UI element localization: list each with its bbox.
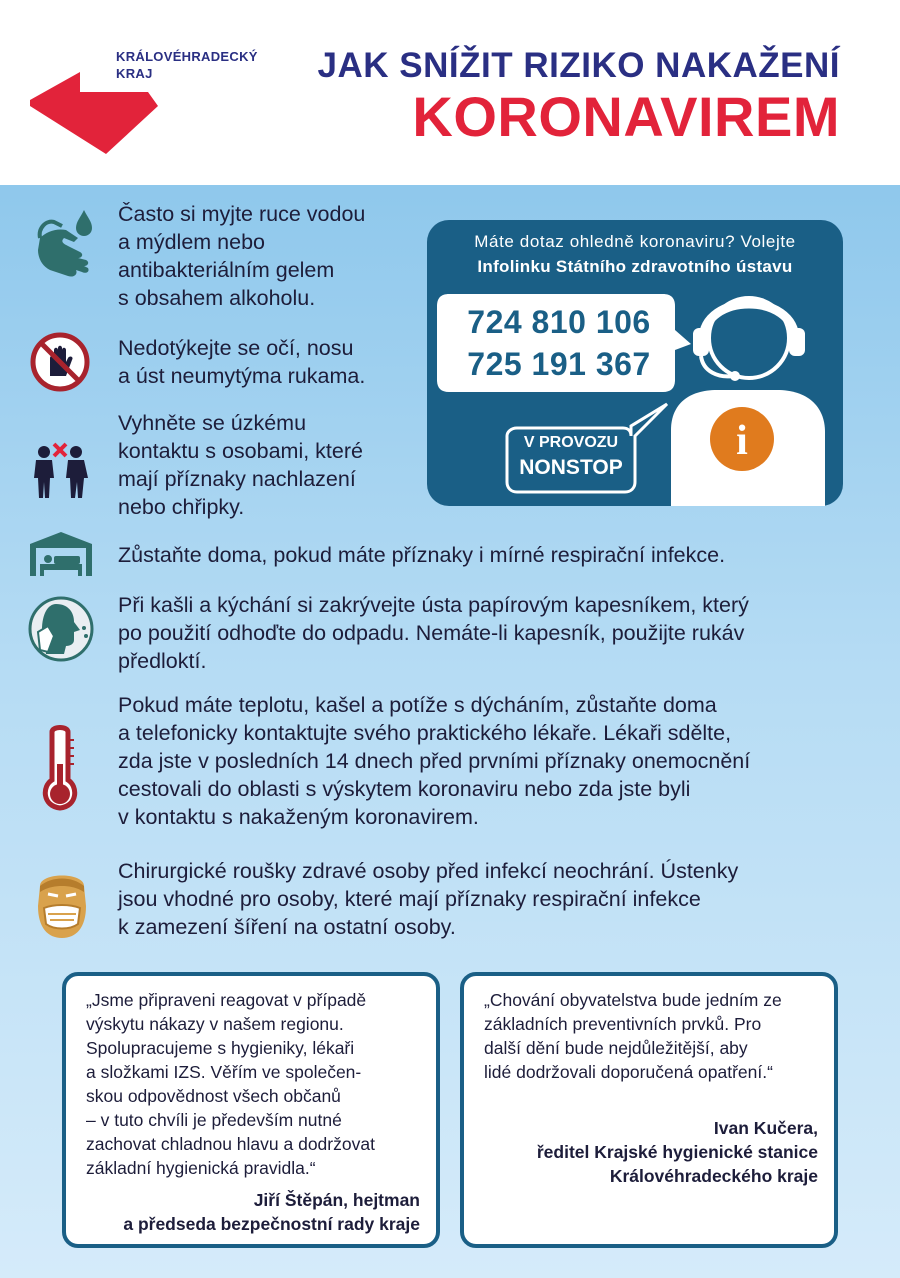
- signature-line: Královéhradeckého kraje: [609, 1166, 818, 1186]
- cough-icon: [28, 596, 94, 662]
- tip-line: Zůstaňte doma, pokud máte příznaky i mírné respirační infekce.: [118, 543, 726, 567]
- quote-text: [484, 988, 782, 1084]
- tip-line: po použití odhoďte do odpadu. Nemáte-li kapesník, použijte rukáv: [118, 621, 745, 645]
- quote-line: Spolupracujeme s hygieniky, lékaři: [86, 1038, 355, 1058]
- tip-line: Chirurgické roušky zdravé osoby před infekcí neochrání. Ústenky: [118, 859, 739, 883]
- quote-line: lidé dodržovali doporučená opatření.“: [484, 1062, 773, 1082]
- logo-line2: KRAJ: [116, 66, 153, 81]
- signature-line: Jiří Štěpán, hejtman: [253, 1190, 420, 1210]
- info-glyph: i: [736, 418, 748, 464]
- tip-fever: [118, 691, 750, 831]
- tip-line: k zamezení šíření na ostatní osoby.: [118, 915, 456, 939]
- headline-emphasis: KORONAVIREM: [412, 85, 840, 148]
- tip-line: Při kašli a kýchání si zakrývejte ústa papírovým kapesníkem, který: [118, 593, 749, 617]
- phone-number-2[interactable]: 725 191 367: [467, 346, 651, 382]
- quote-line: a složkami IZS. Věřím ve společen-: [86, 1062, 362, 1082]
- avoid-contact-icon: [30, 442, 92, 500]
- face-mask-icon: [32, 866, 92, 940]
- tip-line: Pokud máte teplotu, kašel a potíže s dýcháním, zůstaňte doma: [118, 693, 717, 717]
- tip-line: jsou vhodné pro osoby, které mají příznaky respirační infekce: [118, 887, 701, 911]
- quote-hygiene-director: [460, 972, 838, 1248]
- quote-line: „Chování obyvatelstva bude jedním ze: [484, 990, 782, 1010]
- tip-line: v kontaktu s nakaženým koronavirem.: [118, 805, 479, 829]
- tip-line: a úst neumytýma rukama.: [118, 364, 366, 388]
- tip-line: mají příznaky nachlazení: [118, 467, 356, 491]
- infoline-box: [427, 220, 843, 506]
- stay-home-icon: [28, 530, 94, 578]
- quote-text: [86, 988, 375, 1180]
- tip-avoid-contact: [118, 409, 363, 521]
- tip-stay-home: [118, 541, 725, 569]
- tip-line: kontaktu s osobami, které: [118, 439, 363, 463]
- hours-value: NONSTOP: [519, 456, 623, 479]
- signature-line: a předseda bezpečnostní rady kraje: [123, 1214, 420, 1234]
- quote-line: základní hygienická pravidla.“: [86, 1158, 316, 1178]
- phone-number-1[interactable]: 724 810 106: [467, 304, 651, 340]
- tip-line: zda jste v posledních 14 dnech před prvními příznaky onemocnění: [118, 749, 751, 773]
- tip-cough: [118, 591, 749, 675]
- quote-line: výskytu nákazy v našem regionu.: [86, 1014, 344, 1034]
- quote-signature: [123, 1188, 420, 1236]
- tip-line: cestovali do oblasti s výskytem koronaviru nebo zda jste byli: [118, 777, 691, 801]
- quote-line: – v tuto chvíli je především nutné: [86, 1110, 342, 1130]
- signature-line: ředitel Krajské hygienické stanice: [536, 1142, 818, 1162]
- tip-line: nebo chřipky.: [118, 495, 245, 519]
- thermometer-icon: [38, 724, 82, 812]
- infoline-name: Infolinku Státního zdravotního ústavu: [477, 257, 793, 276]
- quote-signature: [537, 1116, 818, 1188]
- quote-line: zachovat chladnou hlavu a dodržovat: [86, 1134, 375, 1154]
- quote-line: základních preventivních prvků. Pro: [484, 1014, 762, 1034]
- logo-text: [116, 48, 258, 82]
- tip-mask: [118, 857, 738, 941]
- info-icon: [709, 406, 775, 472]
- quote-line: „Jsme připraveni reagovat v případě: [86, 990, 367, 1010]
- tip-line: Nedotýkejte se očí, nosu: [118, 336, 354, 360]
- headline: JAK SNÍŽIT RIZIKO NAKAŽENÍ: [317, 46, 840, 85]
- header: [0, 0, 900, 185]
- tip-line: Vyhněte se úzkému: [118, 411, 307, 435]
- quote-line: skou odpovědnost všech občanů: [86, 1086, 341, 1106]
- tip-no-touch: [118, 334, 365, 390]
- tip-line: a mýdlem nebo: [118, 230, 265, 254]
- tip-line: předloktí.: [118, 649, 207, 673]
- region-logo-icon: [28, 70, 160, 156]
- quote-governor: [62, 972, 440, 1248]
- hand-washing-icon: [34, 208, 98, 280]
- tip-hand-washing: [118, 200, 365, 312]
- hours-label: V PROVOZU: [523, 434, 619, 451]
- no-touch-icon: [30, 332, 90, 392]
- tip-line: s obsahem alkoholu.: [118, 286, 316, 310]
- quote-line: další dění bude nejdůležitější, aby: [484, 1038, 748, 1058]
- logo-line1: KRÁLOVÉHRADECKÝ: [116, 49, 258, 64]
- tip-line: a telefonicky kontaktujte svého praktického lékaře. Lékaři sdělte,: [118, 721, 732, 745]
- signature-line: Ivan Kučera,: [713, 1118, 818, 1138]
- tip-line: Často si myjte ruce vodou: [118, 202, 366, 226]
- infoline-question: Máte dotaz ohledně koronaviru? Volejte: [474, 232, 796, 251]
- tip-line: antibakteriálním gelem: [118, 258, 335, 282]
